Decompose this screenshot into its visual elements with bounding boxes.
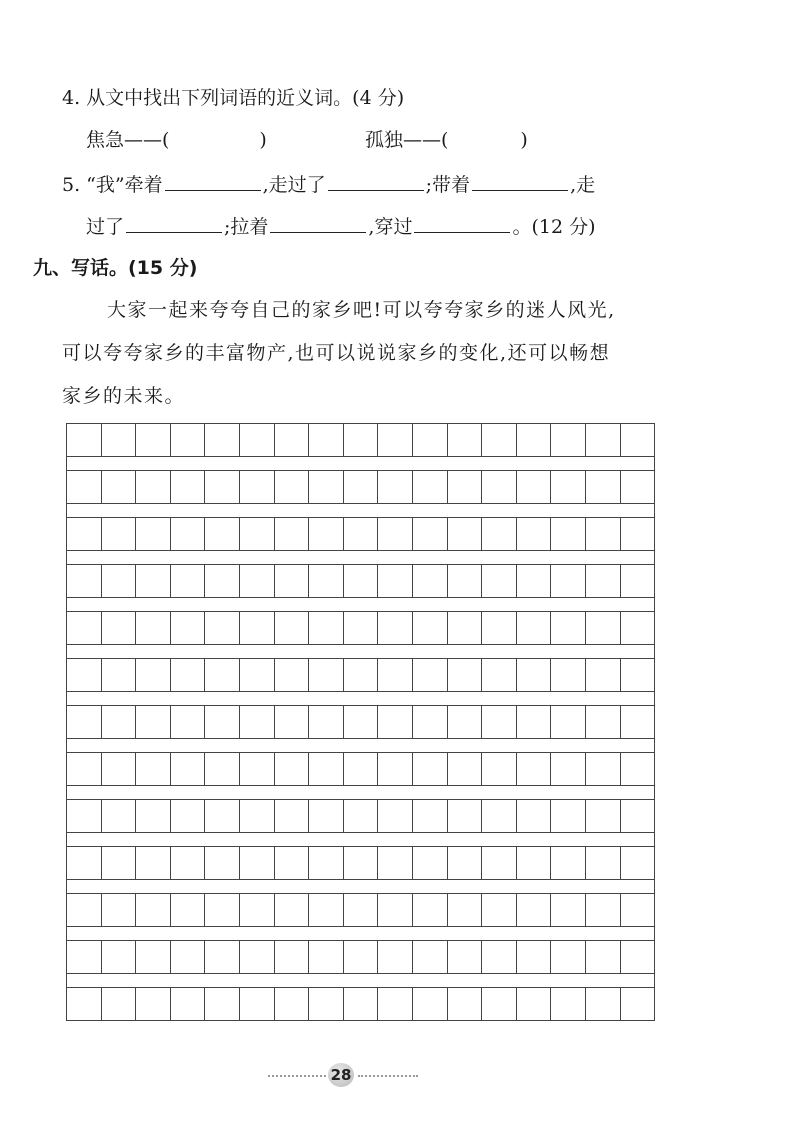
grid-cell[interactable]: [517, 706, 552, 738]
footer-dotted-line-right: [358, 1075, 418, 1077]
grid-cell[interactable]: [240, 753, 275, 785]
grid-cell[interactable]: [621, 894, 655, 926]
footer-dotted-line-left: [268, 1075, 326, 1077]
grid-cell[interactable]: [67, 988, 102, 1020]
grid-cell[interactable]: [275, 518, 310, 550]
grid-cell[interactable]: [551, 988, 586, 1020]
grid-cell[interactable]: [586, 471, 621, 503]
grid-cell[interactable]: [378, 565, 413, 597]
grid-cell[interactable]: [621, 941, 655, 973]
q5-text-7: ,穿过: [368, 216, 413, 238]
grid-cell[interactable]: [136, 988, 171, 1020]
grid-cell[interactable]: [309, 988, 344, 1020]
grid-cell[interactable]: [102, 894, 137, 926]
grid-cell[interactable]: [586, 894, 621, 926]
grid-cell[interactable]: [448, 565, 483, 597]
grid-cell[interactable]: [621, 847, 655, 879]
grid-cell[interactable]: [621, 424, 655, 456]
grid-cell[interactable]: [309, 800, 344, 832]
grid-cell[interactable]: [482, 518, 517, 550]
grid-cell[interactable]: [378, 424, 413, 456]
grid-cell[interactable]: [171, 424, 206, 456]
grid-cell[interactable]: [413, 988, 448, 1020]
grid-cell[interactable]: [448, 471, 483, 503]
grid-cell[interactable]: [482, 988, 517, 1020]
grid-cell[interactable]: [67, 612, 102, 644]
grid-cell[interactable]: [102, 941, 137, 973]
grid-cell[interactable]: [482, 565, 517, 597]
grid-cell[interactable]: [586, 847, 621, 879]
grid-cell[interactable]: [482, 706, 517, 738]
grid-cell[interactable]: [309, 659, 344, 691]
grid-cell[interactable]: [102, 518, 137, 550]
grid-cell[interactable]: [136, 800, 171, 832]
grid-cell[interactable]: [378, 894, 413, 926]
synonym-item-2-close: ): [520, 129, 528, 151]
question-4-item-2: [365, 128, 528, 152]
grid-cell[interactable]: [517, 753, 552, 785]
grid-cell[interactable]: [344, 941, 379, 973]
grid-cell[interactable]: [344, 659, 379, 691]
grid-cell[interactable]: [551, 800, 586, 832]
grid-row-gap: [66, 786, 655, 799]
grid-cell[interactable]: [102, 612, 137, 644]
grid-cell[interactable]: [448, 847, 483, 879]
grid-cell[interactable]: [413, 659, 448, 691]
grid-row: [66, 611, 655, 645]
grid-cell[interactable]: [275, 471, 310, 503]
grid-cell[interactable]: [205, 988, 240, 1020]
grid-cell[interactable]: [102, 424, 137, 456]
grid-row-gap: [66, 927, 655, 940]
question-4-prompt: 4. 从文中找出下列词语的近义词。(4 分): [62, 87, 405, 109]
grid-cell[interactable]: [275, 847, 310, 879]
grid-cell[interactable]: [551, 894, 586, 926]
grid-cell[interactable]: [378, 847, 413, 879]
grid-cell[interactable]: [517, 988, 552, 1020]
grid-cell[interactable]: [413, 518, 448, 550]
grid-cell[interactable]: [413, 424, 448, 456]
grid-cell[interactable]: [621, 471, 655, 503]
grid-cell[interactable]: [413, 941, 448, 973]
writing-grid[interactable]: [66, 423, 655, 1021]
grid-cell[interactable]: [344, 471, 379, 503]
grid-row: [66, 423, 655, 457]
grid-cell[interactable]: [275, 612, 310, 644]
grid-cell[interactable]: [171, 706, 206, 738]
grid-row-gap: [66, 692, 655, 705]
grid-cell[interactable]: [482, 941, 517, 973]
grid-row-gap: [66, 974, 655, 987]
grid-cell[interactable]: [102, 753, 137, 785]
grid-cell[interactable]: [309, 847, 344, 879]
grid-row-gap: [66, 551, 655, 564]
grid-cell[interactable]: [344, 753, 379, 785]
grid-cell[interactable]: [136, 471, 171, 503]
grid-row: [66, 752, 655, 786]
grid-cell[interactable]: [482, 612, 517, 644]
grid-cell[interactable]: [240, 847, 275, 879]
grid-row-gap: [66, 880, 655, 893]
question-5-line-2: [86, 214, 596, 239]
grid-cell[interactable]: [205, 424, 240, 456]
grid-cell[interactable]: [171, 941, 206, 973]
grid-cell[interactable]: [67, 471, 102, 503]
grid-cell[interactable]: [551, 847, 586, 879]
grid-cell[interactable]: [378, 706, 413, 738]
grid-cell[interactable]: [344, 612, 379, 644]
writing-prompt-line-2: 可以夸夸家乡的丰富物产,也可以说说家乡的变化,还可以畅想: [62, 342, 611, 364]
grid-cell[interactable]: [171, 894, 206, 926]
grid-cell[interactable]: [551, 518, 586, 550]
grid-cell[interactable]: [240, 518, 275, 550]
page-footer: [0, 1061, 800, 1091]
grid-cell[interactable]: [344, 565, 379, 597]
grid-cell[interactable]: [275, 800, 310, 832]
grid-cell[interactable]: [482, 471, 517, 503]
grid-cell[interactable]: [586, 988, 621, 1020]
grid-cell[interactable]: [171, 847, 206, 879]
grid-cell[interactable]: [586, 941, 621, 973]
grid-row: [66, 517, 655, 551]
q5-text-6: ;拉着: [224, 216, 269, 238]
synonym-item-1-label: 焦急——(: [86, 129, 170, 151]
grid-cell[interactable]: [621, 565, 655, 597]
grid-cell[interactable]: [551, 612, 586, 644]
grid-cell[interactable]: [309, 706, 344, 738]
grid-cell[interactable]: [309, 424, 344, 456]
fill-blank-1[interactable]: [165, 172, 261, 191]
grid-cell[interactable]: [448, 753, 483, 785]
page-number: 28: [328, 1063, 354, 1087]
grid-cell[interactable]: [448, 424, 483, 456]
grid-cell[interactable]: [378, 941, 413, 973]
grid-cell[interactable]: [136, 659, 171, 691]
grid-cell[interactable]: [67, 706, 102, 738]
grid-cell[interactable]: [586, 706, 621, 738]
grid-cell[interactable]: [378, 518, 413, 550]
grid-cell[interactable]: [586, 612, 621, 644]
grid-row-gap: [66, 645, 655, 658]
grid-cell[interactable]: [344, 424, 379, 456]
grid-cell[interactable]: [517, 800, 552, 832]
grid-cell[interactable]: [136, 612, 171, 644]
grid-cell[interactable]: [413, 612, 448, 644]
grid-cell[interactable]: [378, 612, 413, 644]
q5-text-1: 5. “我”牵着: [62, 174, 163, 196]
grid-cell[interactable]: [413, 471, 448, 503]
grid-cell[interactable]: [586, 659, 621, 691]
grid-cell[interactable]: [448, 894, 483, 926]
q5-text-3: ;带着: [425, 174, 471, 196]
grid-cell[interactable]: [136, 894, 171, 926]
grid-cell[interactable]: [413, 894, 448, 926]
grid-cell[interactable]: [171, 565, 206, 597]
grid-cell[interactable]: [171, 988, 206, 1020]
fill-blank-3[interactable]: [472, 172, 568, 191]
grid-cell[interactable]: [102, 565, 137, 597]
grid-row: [66, 987, 655, 1021]
grid-cell[interactable]: [136, 847, 171, 879]
grid-cell[interactable]: [67, 424, 102, 456]
grid-cell[interactable]: [240, 706, 275, 738]
grid-cell[interactable]: [586, 424, 621, 456]
grid-cell[interactable]: [136, 424, 171, 456]
grid-cell[interactable]: [171, 800, 206, 832]
grid-cell[interactable]: [517, 659, 552, 691]
grid-cell[interactable]: [586, 518, 621, 550]
grid-row: [66, 658, 655, 692]
writing-prompt-line-3: 家乡的未来。: [62, 385, 186, 407]
grid-cell[interactable]: [67, 753, 102, 785]
grid-cell[interactable]: [551, 565, 586, 597]
grid-cell[interactable]: [448, 988, 483, 1020]
grid-cell[interactable]: [275, 894, 310, 926]
question-5-line-1: [62, 172, 595, 197]
grid-cell[interactable]: [621, 800, 655, 832]
grid-cell[interactable]: [551, 941, 586, 973]
grid-cell[interactable]: [482, 753, 517, 785]
grid-cell[interactable]: [240, 612, 275, 644]
grid-cell[interactable]: [551, 424, 586, 456]
grid-cell[interactable]: [309, 612, 344, 644]
grid-cell[interactable]: [67, 800, 102, 832]
grid-cell[interactable]: [102, 706, 137, 738]
grid-row-gap: [66, 739, 655, 752]
grid-row: [66, 470, 655, 504]
grid-cell[interactable]: [205, 612, 240, 644]
grid-cell[interactable]: [517, 518, 552, 550]
grid-cell[interactable]: [102, 800, 137, 832]
grid-cell[interactable]: [621, 988, 655, 1020]
grid-cell[interactable]: [517, 424, 552, 456]
grid-cell[interactable]: [586, 565, 621, 597]
grid-cell[interactable]: [586, 800, 621, 832]
grid-cell[interactable]: [240, 988, 275, 1020]
grid-cell[interactable]: [205, 941, 240, 973]
grid-cell[interactable]: [205, 471, 240, 503]
grid-cell[interactable]: [275, 659, 310, 691]
grid-row-gap: [66, 457, 655, 470]
grid-cell[interactable]: [551, 659, 586, 691]
grid-cell[interactable]: [240, 894, 275, 926]
grid-cell[interactable]: [621, 659, 655, 691]
grid-cell[interactable]: [102, 988, 137, 1020]
grid-cell[interactable]: [171, 518, 206, 550]
grid-cell[interactable]: [67, 941, 102, 973]
grid-cell[interactable]: [275, 753, 310, 785]
grid-cell[interactable]: [482, 847, 517, 879]
grid-cell[interactable]: [67, 659, 102, 691]
grid-cell[interactable]: [205, 518, 240, 550]
grid-cell[interactable]: [448, 800, 483, 832]
grid-cell[interactable]: [205, 894, 240, 926]
grid-cell[interactable]: [171, 753, 206, 785]
grid-cell[interactable]: [482, 800, 517, 832]
grid-cell[interactable]: [482, 424, 517, 456]
grid-cell[interactable]: [344, 894, 379, 926]
grid-cell[interactable]: [517, 941, 552, 973]
grid-cell[interactable]: [517, 847, 552, 879]
grid-cell[interactable]: [517, 894, 552, 926]
grid-cell[interactable]: [136, 518, 171, 550]
grid-row-gap: [66, 833, 655, 846]
grid-cell[interactable]: [517, 471, 552, 503]
grid-cell[interactable]: [205, 753, 240, 785]
grid-row: [66, 705, 655, 739]
grid-cell[interactable]: [102, 471, 137, 503]
grid-cell[interactable]: [413, 800, 448, 832]
grid-cell[interactable]: [67, 847, 102, 879]
grid-cell[interactable]: [448, 706, 483, 738]
grid-cell[interactable]: [240, 471, 275, 503]
grid-cell[interactable]: [448, 659, 483, 691]
grid-cell[interactable]: [136, 565, 171, 597]
grid-cell[interactable]: [413, 706, 448, 738]
grid-cell[interactable]: [482, 894, 517, 926]
grid-row: [66, 799, 655, 833]
grid-cell[interactable]: [275, 706, 310, 738]
grid-cell[interactable]: [344, 847, 379, 879]
grid-cell[interactable]: [413, 847, 448, 879]
grid-cell[interactable]: [205, 659, 240, 691]
grid-cell[interactable]: [378, 471, 413, 503]
section-9-heading: 九、写话。(15 分): [33, 257, 198, 279]
grid-row-gap: [66, 504, 655, 517]
grid-cell[interactable]: [171, 659, 206, 691]
grid-cell[interactable]: [551, 706, 586, 738]
grid-cell[interactable]: [551, 753, 586, 785]
grid-cell[interactable]: [240, 800, 275, 832]
grid-cell[interactable]: [67, 894, 102, 926]
grid-cell[interactable]: [378, 988, 413, 1020]
grid-cell[interactable]: [621, 706, 655, 738]
grid-cell[interactable]: [586, 753, 621, 785]
grid-cell[interactable]: [205, 800, 240, 832]
grid-cell[interactable]: [102, 847, 137, 879]
grid-cell[interactable]: [413, 565, 448, 597]
grid-cell[interactable]: [136, 753, 171, 785]
fill-blank-2[interactable]: [328, 172, 424, 191]
grid-cell[interactable]: [136, 706, 171, 738]
grid-cell[interactable]: [517, 612, 552, 644]
grid-cell[interactable]: [344, 988, 379, 1020]
grid-cell[interactable]: [67, 518, 102, 550]
q5-text-4: ,走: [570, 174, 596, 196]
grid-row: [66, 846, 655, 880]
writing-prompt-line-1: 大家一起来夸夸自己的家乡吧!可以夸夸家乡的迷人风光,: [107, 299, 616, 321]
fill-blank-5[interactable]: [270, 214, 366, 233]
grid-cell[interactable]: [205, 565, 240, 597]
grid-cell[interactable]: [102, 659, 137, 691]
grid-cell[interactable]: [517, 565, 552, 597]
grid-cell[interactable]: [551, 471, 586, 503]
grid-cell[interactable]: [275, 424, 310, 456]
grid-row: [66, 564, 655, 598]
grid-cell[interactable]: [448, 941, 483, 973]
q5-text-8: 。(12 分): [512, 216, 596, 238]
grid-cell[interactable]: [275, 565, 310, 597]
q5-text-2: ,走过了: [262, 174, 326, 196]
grid-cell[interactable]: [240, 424, 275, 456]
grid-cell[interactable]: [621, 518, 655, 550]
grid-cell[interactable]: [482, 659, 517, 691]
fill-blank-6[interactable]: [414, 214, 510, 233]
grid-cell[interactable]: [413, 753, 448, 785]
grid-cell[interactable]: [378, 659, 413, 691]
grid-cell[interactable]: [275, 941, 310, 973]
grid-cell[interactable]: [309, 894, 344, 926]
grid-row-gap: [66, 598, 655, 611]
grid-cell[interactable]: [309, 565, 344, 597]
grid-cell[interactable]: [136, 941, 171, 973]
question-4-item-1: [86, 128, 267, 152]
grid-cell[interactable]: [240, 659, 275, 691]
grid-cell[interactable]: [309, 753, 344, 785]
grid-cell[interactable]: [309, 518, 344, 550]
synonym-item-1-close: ): [259, 129, 267, 151]
grid-cell[interactable]: [448, 612, 483, 644]
grid-row: [66, 940, 655, 974]
grid-cell[interactable]: [344, 800, 379, 832]
grid-cell[interactable]: [378, 753, 413, 785]
fill-blank-4[interactable]: [126, 214, 222, 233]
grid-row: [66, 893, 655, 927]
grid-cell[interactable]: [621, 753, 655, 785]
grid-cell[interactable]: [309, 471, 344, 503]
grid-cell[interactable]: [309, 941, 344, 973]
grid-cell[interactable]: [240, 565, 275, 597]
grid-cell[interactable]: [171, 471, 206, 503]
q5-text-5: 过了: [86, 216, 125, 238]
grid-cell[interactable]: [171, 612, 206, 644]
grid-cell[interactable]: [240, 941, 275, 973]
grid-cell[interactable]: [448, 518, 483, 550]
synonym-item-2-label: 孤独——(: [365, 129, 449, 151]
grid-cell[interactable]: [205, 847, 240, 879]
grid-cell[interactable]: [344, 518, 379, 550]
grid-cell[interactable]: [67, 565, 102, 597]
grid-cell[interactable]: [621, 612, 655, 644]
grid-cell[interactable]: [205, 706, 240, 738]
grid-cell[interactable]: [378, 800, 413, 832]
grid-cell[interactable]: [275, 988, 310, 1020]
grid-cell[interactable]: [344, 706, 379, 738]
